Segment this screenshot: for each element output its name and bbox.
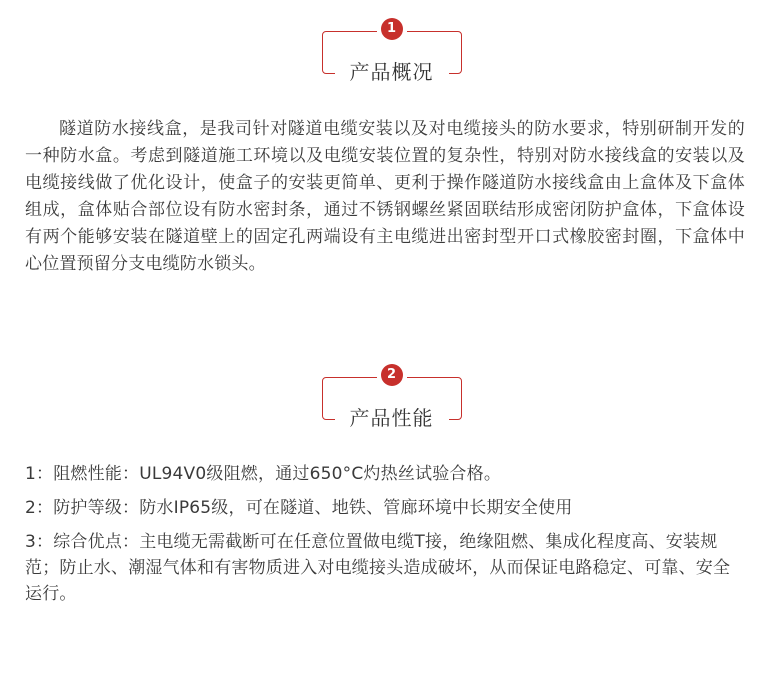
list-item: 3：综合优点：主电缆无需截断可在任意位置做电缆T接，绝缘阻燃、集成化程度高、安装规范；防止水、潮湿气体和有害物质进入对电缆接头造成破坏，从而保证电路稳定、可靠、安全运行。 [25, 532, 731, 604]
section-header-performance [322, 364, 462, 430]
overview-paragraph: 隧道防水接线盒，是我司针对隧道电缆安装以及对电缆接头的防水要求，特别研制开发的一种防水盒。考虑到隧道施工环境以及电缆安装位置的复杂性，特别对防水接线盒的安装以及电缆接线做了优化设计，使盒子的安装更简单、更利于操作隧道防水接线盒由上盒体及下盒体组成，盒体贴合部位设有防水密封条，通过不锈钢螺丝紧固联结形成密闭防护盒体，下盒体设有两个能够安装在隧道壁上的固定孔两端设有主电缆进出密封型开口式橡胶密封圈，下盒体中心位置预留分支电缆防水锁头。 [25, 119, 745, 274]
performance-list [25, 461, 745, 615]
section-title: 产品性能 [349, 406, 434, 430]
section-number-badge: 1 [381, 18, 403, 40]
section-header-overview [322, 18, 462, 84]
section-number-badge: 2 [381, 364, 403, 386]
list-item: 1：阻燃性能：UL94V0级阻燃，通过650°C灼热丝试验合格。 [25, 464, 502, 484]
section-title: 产品概况 [349, 60, 434, 84]
list-item: 2：防护等级：防水IP65级，可在隧道、地铁、管廊环境中长期安全使用 [25, 498, 573, 518]
